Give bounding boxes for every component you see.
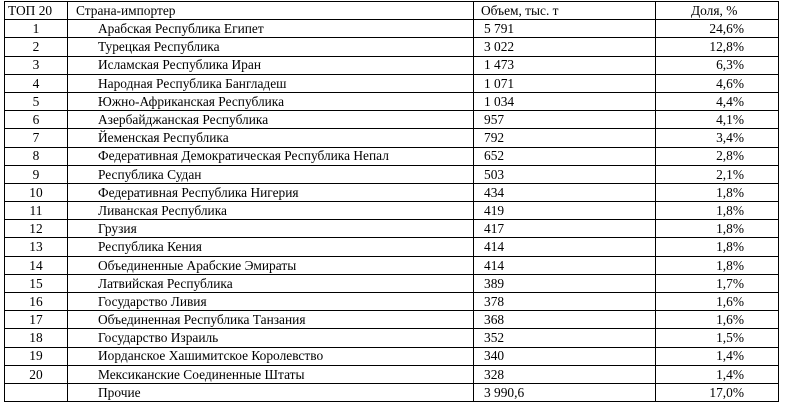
- table-header-row: [5, 2, 779, 20]
- cell-country: Федеративная Республика Нигерия: [68, 183, 474, 201]
- cell-country: Объединенная Республика Танзания: [68, 311, 474, 329]
- table-row: [5, 256, 779, 274]
- cell-volume: 414: [474, 256, 656, 274]
- cell-share: 2,1%: [656, 165, 779, 183]
- table-row: [5, 92, 779, 110]
- cell-country: Объединенные Арабские Эмираты: [68, 256, 474, 274]
- table-row: [5, 238, 779, 256]
- cell-volume: 340: [474, 347, 656, 365]
- cell-volume: 414: [474, 238, 656, 256]
- table-row: [5, 202, 779, 220]
- cell-country: Исламская Республика Иран: [68, 56, 474, 74]
- cell-rank: 20: [5, 365, 68, 383]
- cell-country: Мексиканские Соединенные Штаты: [68, 365, 474, 383]
- cell-country: Федеративная Демократическая Республика Непал: [68, 147, 474, 165]
- table-row: [5, 274, 779, 292]
- cell-rank: 2: [5, 38, 68, 56]
- cell-rank: 15: [5, 274, 68, 292]
- header-share: Доля, %: [656, 2, 779, 20]
- cell-volume: 378: [474, 293, 656, 311]
- cell-country: Южно-Африканская Республика: [68, 92, 474, 110]
- cell-volume: 328: [474, 365, 656, 383]
- cell-share: 4,4%: [656, 92, 779, 110]
- header-country: Страна-импортер: [68, 2, 474, 20]
- cell-rank: 14: [5, 256, 68, 274]
- cell-share: 1,8%: [656, 256, 779, 274]
- cell-volume: 368: [474, 311, 656, 329]
- cell-country: Ливанская Республика: [68, 202, 474, 220]
- table-row: [5, 111, 779, 129]
- cell-country: Прочие: [68, 383, 474, 401]
- cell-country: Латвийская Республика: [68, 274, 474, 292]
- cell-volume: 1 034: [474, 92, 656, 110]
- cell-volume: 389: [474, 274, 656, 292]
- cell-share: 1,5%: [656, 329, 779, 347]
- cell-rank: 12: [5, 220, 68, 238]
- importers-table-container: [4, 1, 779, 402]
- table-row: [5, 311, 779, 329]
- cell-share: 17,0%: [656, 383, 779, 401]
- cell-rank: 17: [5, 311, 68, 329]
- cell-volume: 3 022: [474, 38, 656, 56]
- cell-rank: 1: [5, 20, 68, 38]
- cell-country: Йеменская Республика: [68, 129, 474, 147]
- cell-country: Государство Израиль: [68, 329, 474, 347]
- cell-share: 3,4%: [656, 129, 779, 147]
- cell-volume: 957: [474, 111, 656, 129]
- table-row: [5, 329, 779, 347]
- cell-country: Иорданское Хашимитское Королевство: [68, 347, 474, 365]
- cell-share: 1,6%: [656, 293, 779, 311]
- cell-share: 4,1%: [656, 111, 779, 129]
- table-row: [5, 347, 779, 365]
- table-row: [5, 74, 779, 92]
- table-body: [5, 20, 779, 402]
- cell-rank: 13: [5, 238, 68, 256]
- cell-rank: 16: [5, 293, 68, 311]
- cell-rank: 6: [5, 111, 68, 129]
- cell-share: 1,8%: [656, 183, 779, 201]
- cell-share: 12,8%: [656, 38, 779, 56]
- header-rank: ТОП 20: [5, 2, 68, 20]
- cell-country: Азербайджанская Республика: [68, 111, 474, 129]
- cell-volume: 352: [474, 329, 656, 347]
- cell-share: 1,8%: [656, 220, 779, 238]
- cell-share: 1,8%: [656, 238, 779, 256]
- cell-share: 24,6%: [656, 20, 779, 38]
- cell-country: Турецкая Республика: [68, 38, 474, 56]
- cell-rank: [5, 383, 68, 401]
- cell-share: 4,6%: [656, 74, 779, 92]
- cell-share: 1,7%: [656, 274, 779, 292]
- cell-share: 1,6%: [656, 311, 779, 329]
- cell-volume: 3 990,6: [474, 383, 656, 401]
- cell-share: 1,4%: [656, 347, 779, 365]
- cell-country: Республика Кения: [68, 238, 474, 256]
- table-row: [5, 383, 779, 401]
- table-row: [5, 220, 779, 238]
- cell-rank: 18: [5, 329, 68, 347]
- cell-country: Республика Судан: [68, 165, 474, 183]
- cell-share: 2,8%: [656, 147, 779, 165]
- cell-country: Грузия: [68, 220, 474, 238]
- cell-volume: 434: [474, 183, 656, 201]
- cell-volume: 419: [474, 202, 656, 220]
- header-volume-label: Объем, тыс. т: [481, 2, 559, 18]
- table-row: [5, 56, 779, 74]
- cell-volume: 5 791: [474, 20, 656, 38]
- cell-volume: 792: [474, 129, 656, 147]
- cell-rank: 19: [5, 347, 68, 365]
- table-row: [5, 365, 779, 383]
- cell-share: 6,3%: [656, 56, 779, 74]
- cell-volume: 503: [474, 165, 656, 183]
- cell-country: Народная Республика Бангладеш: [68, 74, 474, 92]
- cell-rank: 7: [5, 129, 68, 147]
- cell-volume: 1 071: [474, 74, 656, 92]
- cell-share: 1,8%: [656, 202, 779, 220]
- table-row: [5, 147, 779, 165]
- cell-volume: 652: [474, 147, 656, 165]
- table-row: [5, 165, 779, 183]
- cell-volume: 417: [474, 220, 656, 238]
- table-row: [5, 20, 779, 38]
- cell-rank: 8: [5, 147, 68, 165]
- cell-rank: 5: [5, 92, 68, 110]
- cell-country: Государство Ливия: [68, 293, 474, 311]
- cell-country: Арабская Республика Египет: [68, 20, 474, 38]
- table-row: [5, 38, 779, 56]
- cell-rank: 9: [5, 165, 68, 183]
- cell-rank: 10: [5, 183, 68, 201]
- header-volume: [474, 2, 656, 20]
- importers-table: [4, 1, 779, 402]
- table-row: [5, 129, 779, 147]
- cell-rank: 3: [5, 56, 68, 74]
- cell-share: 1,4%: [656, 365, 779, 383]
- cell-rank: 11: [5, 202, 68, 220]
- table-row: [5, 293, 779, 311]
- table-row: [5, 183, 779, 201]
- cell-volume: 1 473: [474, 56, 656, 74]
- cell-rank: 4: [5, 74, 68, 92]
